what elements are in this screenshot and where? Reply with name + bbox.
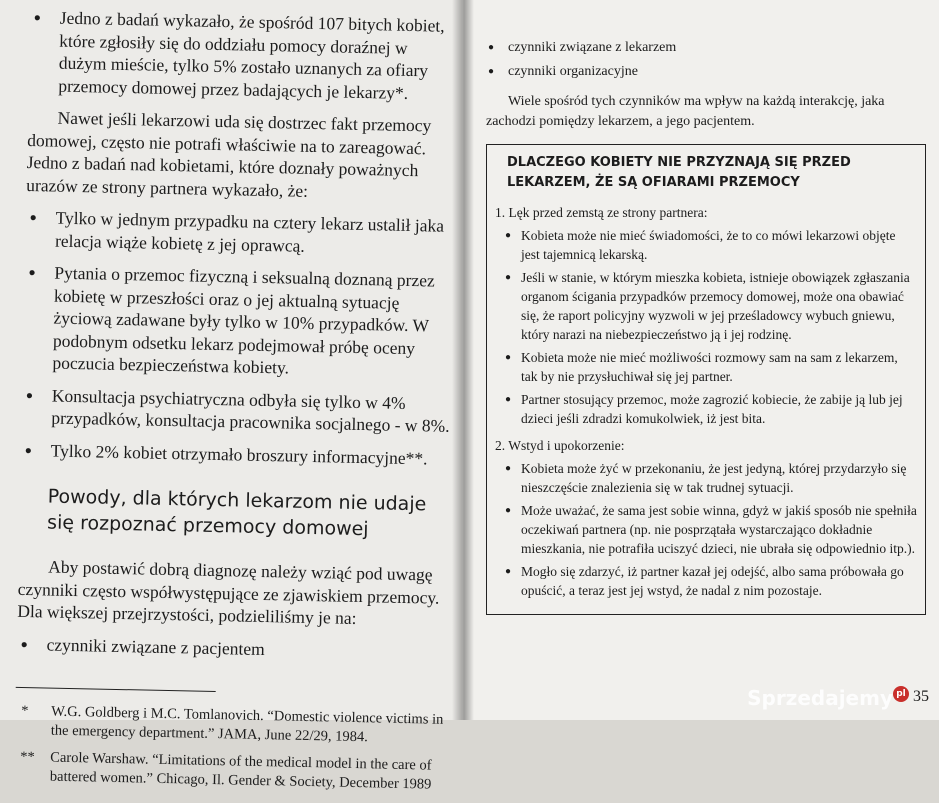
box-section-title: 1. Lęk przed zemstą ze strony partnera: — [495, 205, 708, 220]
book-gutter — [452, 0, 474, 720]
paragraph: Aby postawić dobrą diagnozę należy wziąć pod uwagę czynniki często współwystępujące ze zjawiskiem przemocy. Dla większej przejrzystości, podzieliliśmy je na: — [17, 556, 440, 628]
watermark-badge: pl — [893, 686, 909, 702]
footnote — [14, 748, 445, 795]
footnote — [15, 702, 446, 749]
list-item: ● czynniki organizacyjne — [486, 62, 926, 82]
list-item: ● Pytania o przemoc fizyczną i seksualną doznaną przez kobietę w przeszłości oraz o jej aktualną sytuację życiową zadawane były tylko w 10% przypadków. W podobnym odsetku lekarz podejmował próbę oceny poczucia bezpieczeństwa kobiety. — [22, 261, 454, 382]
paragraph: Nawet jeśli lekarzowi uda się dostrzec fakt przemocy domowej, często nie potrafi właściwie na to zareagować. Jedno z badań nad kobietami, które doznały poważnych urazów ze strony partnera wykazało, że: — [26, 107, 432, 201]
page-number: 35 — [913, 688, 929, 705]
list-item: ● Może uważać, że sama jest sobie winna, gdyż w jakiś sposób nie spełniła oczekiwań partnera (np. nie posprzątała wystarczająco dokładnie mieszkania, nie potrafiła uciszyć dzieci, nie ubrała się odpowiednio itp.). — [495, 501, 917, 558]
list-item: ● Jeśli w stanie, w którym mieszka kobieta, istnieje obowiązek zgłaszania organom ścigania przypadków przemocy domowej, może ona obawiać się, że raport policyjny wyzwoli w jej prześladowcy wybuch gniewu, który narazi na niebezpieczeństwo ją i jej rodzinę. — [495, 268, 917, 344]
list-item: ● Jedno z badań wykazało, że spośród 107 bitych kobiet, które zgłosiły się do oddziału pomocy doraźnej w dużym mieście, tylko 5% zostało uznanych za ofiary przemocy domowej przez badających je lekarzy*. — [28, 6, 460, 105]
list-item: ● Tylko 2% kobiet otrzymało broszury informacyjne**. — [20, 438, 450, 470]
list-item: ● Kobieta może nie mieć możliwości rozmowy sam na sam z lekarzem, tak by nie przysłuchiwał się jej partner. — [495, 348, 917, 386]
list-item: ● Kobieta może żyć w przekonaniu, że jest jedyną, której przydarzyło się nieszczęście znalezienia się w tak trudnej sytuacji. — [495, 459, 917, 497]
section-heading: Powody, dla których lekarzom nie udaje się rozpoznać przemocy domowej — [46, 485, 427, 541]
box-section-title: 2. Wstyd i upokorzenie: — [495, 438, 625, 453]
list-item: ● czynniki związane z pacjentem — [16, 632, 446, 664]
footnote-text: W.G. Goldberg i M.C. Tomlanovich. “Domestic violence victims in the emergency department.” JAMA, June 22/29, 1984. — [50, 703, 444, 746]
list-item: ● Tylko w jednym przypadku na cztery lekarz ustalił jaka relacja wiąże kobietę z jej oprawcą. — [25, 206, 456, 260]
list-item: ● czynniki związane z lekarzem — [486, 38, 926, 58]
info-box — [486, 144, 926, 615]
info-box-title: DLACZEGO KOBIETY NIE PRZYZNAJĄ SIĘ PRZED LEKARZEM, ŻE SĄ OFIARAMI PRZEMOCY — [507, 155, 851, 190]
list-item: ● Mogło się zdarzyć, iż partner kazał jej odejść, albo sama próbowała go opuścić, a teraz jest jej wstyd, że nadal z nim pozostaje. — [495, 562, 917, 600]
footnote-mark: ** — [20, 748, 35, 766]
footnote-text: Carole Warshaw. “Limitations of the medical model in the care of battered women.” Chicago, Il. Gender & Society, December 1989 — [49, 749, 432, 793]
footnote-mark: * — [21, 702, 29, 720]
paragraph: Wiele spośród tych czynników ma wpływ na każdą interakcję, jaka zachodzi pomiędzy lekarzem, a jego pacjentem. — [486, 94, 885, 129]
right-page — [462, 0, 939, 720]
list-item: ● Kobieta może nie mieć świadomości, że to co mówi lekarzowi objęte jest tajemnicą lekarską. — [495, 226, 917, 264]
left-page — [0, 0, 462, 793]
watermark — [747, 686, 909, 710]
watermark-text: Sprzedajemy — [747, 686, 893, 710]
left-page-text — [13, 6, 459, 803]
right-page-text — [486, 38, 926, 615]
footnote-divider — [16, 687, 216, 692]
list-item: ● Partner stosujący przemoc, może zagrozić kobiecie, że zabije ją lub jej dzieci jeśli zdradzi komukolwiek, iż jest bita. — [495, 390, 917, 428]
list-item: ● Konsultacja psychiatryczna odbyła się tylko w 4% przypadków, konsultacja pracownika socjalnego - w 8%. — [21, 383, 452, 437]
